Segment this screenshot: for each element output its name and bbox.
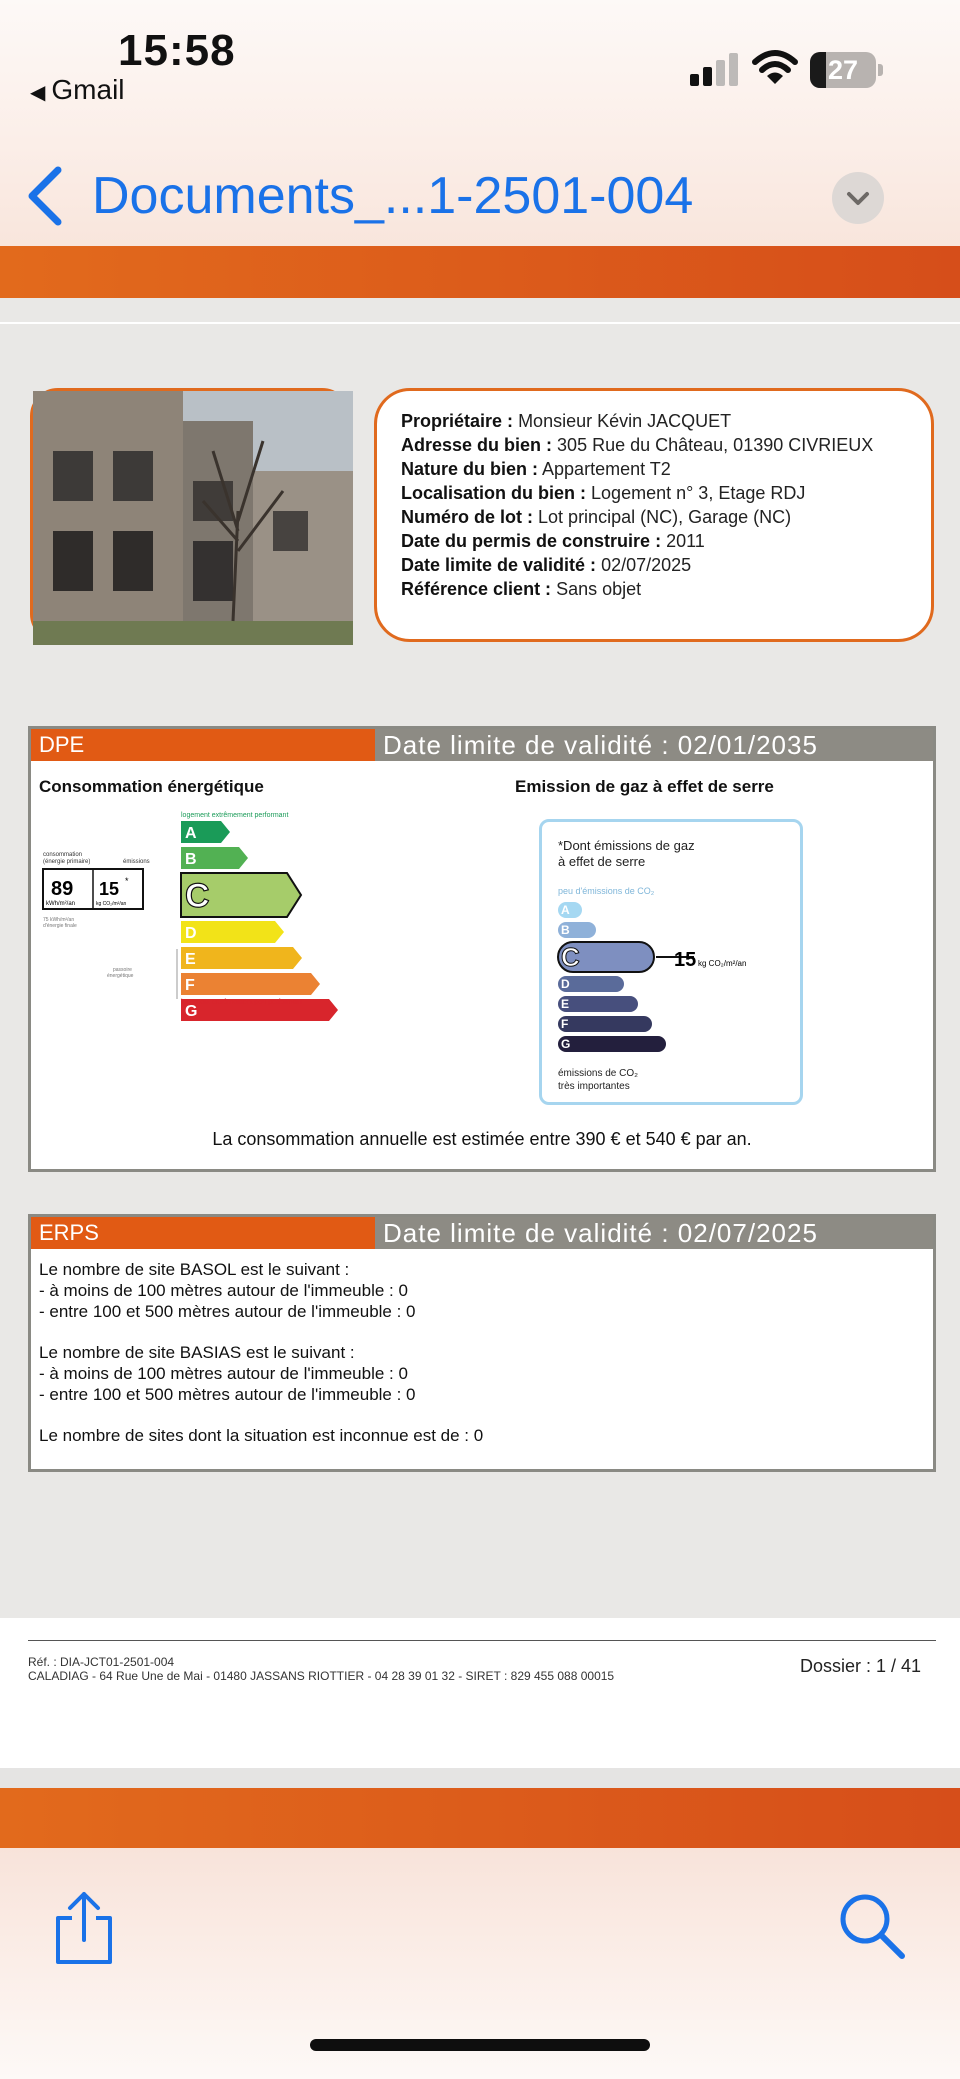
energy-consumption-title: Consommation énergétique: [39, 777, 264, 796]
dpe-header-label: DPE: [31, 729, 375, 761]
chevron-left-icon[interactable]: [22, 164, 66, 228]
ghg-emission-title: Emission de gaz à effet de serre: [515, 777, 774, 796]
search-icon[interactable]: [838, 1892, 906, 1960]
back-triangle-icon: ◀: [30, 82, 46, 104]
erps-body: [31, 1249, 933, 1476]
property-info-box: [374, 388, 934, 642]
erps-validity-date: Date limite de validité : 02/07/2025: [375, 1217, 933, 1249]
status-time: 15:58: [118, 26, 236, 75]
energy-bottom-label: logement extrêmement peu performant: [181, 999, 303, 1006]
lot-line: Numéro de lot : Lot principal (NC), Garage (NC): [401, 507, 792, 527]
ghg-class-letter-g: G: [561, 1037, 571, 1051]
ghg-class-letter-f: F: [561, 1017, 569, 1031]
property-photo: [30, 388, 350, 642]
ghg-class-letter-b: B: [561, 923, 570, 937]
unknown-sites-paragraph: Le nombre de sites dont la situation est inconnue est de : 0: [39, 1426, 484, 1445]
previous-page-strip: [0, 246, 960, 298]
final-energy-2: d'énergie finale: [43, 923, 77, 929]
energy-unit: kWh/m²/an: [46, 901, 76, 907]
energy-class-letter-a: A: [185, 825, 197, 842]
dpe-validity-date: Date limite de validité : 02/01/2035: [375, 729, 933, 761]
home-indicator[interactable]: [310, 2039, 650, 2051]
final-energy-1: 75 kWh/m²/an: [43, 917, 75, 923]
co2-value: 15: [99, 879, 120, 899]
energy-class-letter-b: B: [185, 851, 197, 868]
erps-header-label: ERPS: [31, 1217, 375, 1249]
energy-top-label: logement extrêmement performant: [181, 812, 289, 819]
ghg-label-box: [539, 819, 803, 1105]
ghg-class-letter-c: C: [561, 942, 580, 972]
ghg-top-label: peu d'émissions de CO₂: [558, 886, 655, 896]
basias-paragraph: Le nombre de site BASIAS est le suivant : - à moins de 100 mètres autour de l'immeuble : 0 - entre 100 et 500 mètres autour de l'immeuble : 0: [39, 1343, 416, 1404]
wifi-icon: [752, 48, 798, 88]
energy-class-letter-c: C: [185, 877, 210, 915]
permit-date-line: Date du permis de construire : 2011: [401, 531, 705, 551]
conso-label-2: (énergie primaire): [43, 859, 91, 865]
battery-tip: [878, 64, 883, 76]
ghg-note-2: à effet de serre: [558, 854, 646, 869]
energy-class-letter-g: G: [185, 1003, 198, 1020]
ghg-bottom-2: très importantes: [558, 1081, 630, 1092]
battery-icon: [810, 52, 876, 88]
footer-divider: [28, 1640, 936, 1641]
ghg-class-letter-d: D: [561, 977, 570, 991]
ghg-label-chart: [542, 822, 800, 1102]
property-type-line: Nature du bien : Appartement T2: [401, 459, 671, 479]
basol-paragraph: Le nombre de site BASOL est le suivant : - à moins de 100 mètres autour de l'immeuble : 0 - entre 100 et 500 mètres autour de l'immeuble : 0: [39, 1260, 416, 1321]
energy-label-chart: [41, 809, 371, 1020]
title-menu-button[interactable]: [832, 172, 884, 224]
back-app-label: Gmail: [51, 74, 125, 105]
footer-company-line: CALADIAG - 64 Rue Une de Mai - 01480 JASSANS RIOTTIER - 04 28 39 01 32 - SIRET : 829 455 088 00015: [28, 1669, 615, 1683]
address-line: Adresse du bien : 305 Rue du Château, 01390 CIVRIEUX: [401, 435, 874, 455]
next-page-strip: [0, 1788, 960, 1848]
ghg-class-e: [558, 996, 638, 1012]
energy-value: 89: [51, 878, 74, 900]
co2-star: *: [125, 876, 129, 886]
validity-date-line: Date limite de validité : 02/07/2025: [401, 555, 692, 575]
chevron-down-icon: [832, 172, 884, 224]
footer-reference: [28, 1655, 614, 1683]
ghg-class-letter-a: A: [561, 903, 570, 917]
ghg-bottom-1: émissions de CO₂: [558, 1068, 639, 1079]
share-icon[interactable]: [52, 1890, 116, 1966]
conso-label-1: consommation: [43, 852, 83, 858]
energy-class-letter-d: D: [185, 925, 197, 942]
annual-cost-text: La consommation annuelle est estimée entre 390 € et 540 € par an.: [212, 1129, 752, 1149]
ghg-value: 15: [674, 949, 697, 971]
page-counter: Dossier : 1 / 41: [800, 1656, 922, 1676]
back-to-app-link[interactable]: [30, 74, 125, 106]
client-ref-line: Référence client : Sans objet: [401, 579, 642, 599]
emission-label: émissions: [123, 859, 150, 865]
footer-ref-line: Réf. : DIA-JCT01-2501-004: [28, 1655, 175, 1669]
location-line: Localisation du bien : Logement n° 3, Etage RDJ: [401, 483, 806, 503]
ghg-class-f: [558, 1016, 652, 1032]
energy-class-letter-e: E: [185, 951, 196, 968]
signal-icon: [690, 52, 738, 86]
energy-class-e: [181, 947, 302, 969]
passoire-label-2: énergétique: [107, 973, 134, 979]
ghg-class-letter-e: E: [561, 997, 570, 1011]
ghg-class-g: [558, 1036, 666, 1052]
ghg-note-1: *Dont émissions de gaz: [558, 838, 695, 853]
document-title: Documents_...1-2501-004: [92, 167, 694, 225]
owner-line: Propriétaire : Monsieur Kévin JACQUET: [401, 411, 732, 431]
passoire-label-1: passoire: [113, 967, 132, 973]
dpe-section: [28, 726, 936, 1172]
co2-unit: kg CO₂/m²/an: [96, 901, 127, 907]
erps-section: [28, 1214, 936, 1472]
ghg-unit: kg CO₂/m²/an: [698, 959, 747, 968]
energy-class-f: [181, 973, 320, 995]
energy-class-letter-f: F: [185, 977, 195, 994]
page-gap: [0, 1768, 960, 1788]
battery-level: 27: [827, 55, 859, 85]
